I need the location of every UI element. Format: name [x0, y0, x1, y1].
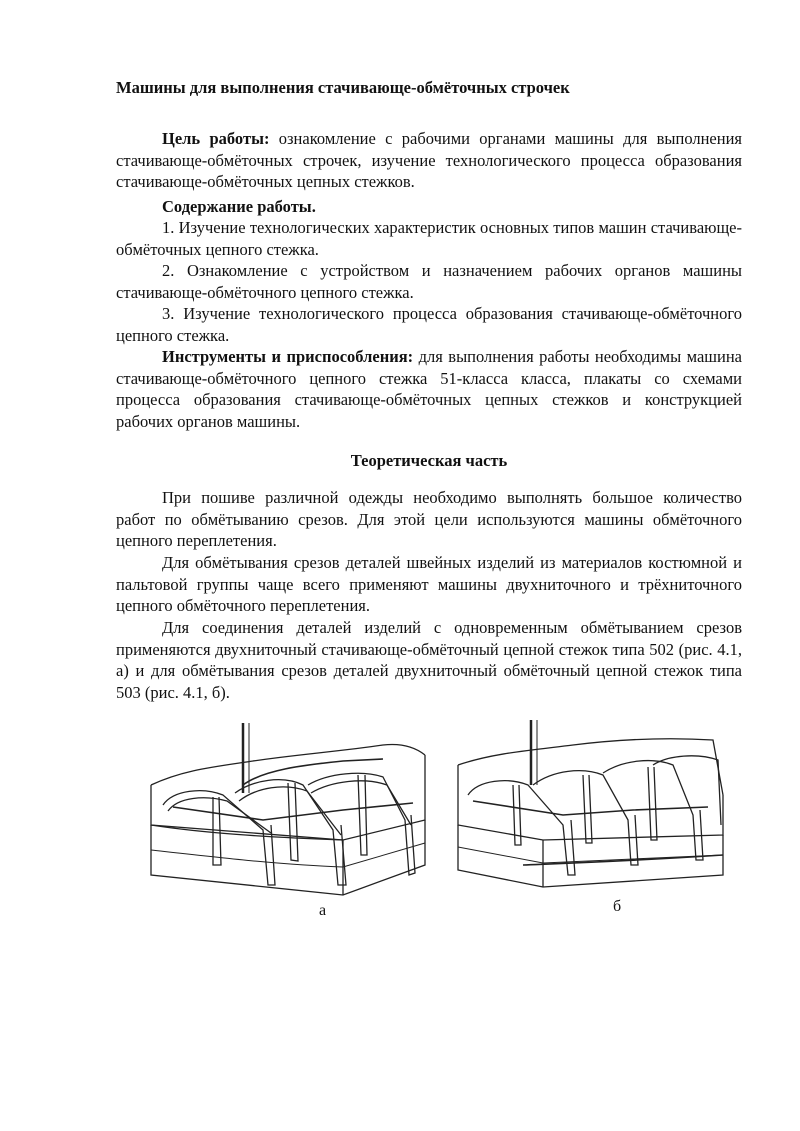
figure-caption-a: а: [319, 902, 327, 919]
tools-text: для выполнения работы необходимы машина стачивающе-обмёточного цепного стежка 51-класса класса, плакаты со схемами процесса образования стачивающе-обмёточных цепных стежков и конструкцией рабочих органов машины.: [116, 347, 742, 431]
document-title: Машины для выполнения стачивающе-обмёточных строчек: [116, 78, 570, 97]
content-item: 3. Изучение технологического процесса образования стачивающе-обмёточного цепного стежка.: [116, 304, 742, 345]
goal-label: Цель работы:: [162, 129, 270, 148]
section-title: Теоретическая часть: [350, 451, 508, 470]
body-paragraph: Для обмётывания срезов деталей швейных изделий из материалов костюмной и пальтовой группы чаще всего применяют машины двухниточного и трёхниточного цепного обмёточного переплетения.: [116, 553, 742, 615]
tools-label: Инструменты и приспособления:: [162, 347, 414, 366]
content-item: 2. Ознакомление с устройством и назначением рабочих органов машины стачивающе-обмёточного цепного стежка.: [116, 261, 742, 302]
content-label: Содержание работы.: [162, 197, 316, 216]
content-item: 1. Изучение технологических характеристик основных типов машин стачивающе-обмёточных цепного стежка.: [116, 218, 742, 259]
goal-paragraph: [116, 128, 742, 193]
tools-paragraph: [116, 346, 742, 432]
stitch-figure-a: [143, 715, 433, 905]
body-paragraph: При пошиве различной одежды необходимо выполнять большое количество работ по обмётыванию срезов. Для этой цели используются машины обмёточного цепного переплетения.: [116, 488, 742, 550]
stitch-figure-b: [453, 715, 733, 900]
body-paragraph: Для соединения деталей изделий с одновременным обмётыванием срезов применяются двухниточный стачивающе-обмёточный цепной стежок типа 502 (рис. 4.1, а) и для обмётывания срезов деталей двухниточный обмёточный цепной стежок типа 503 (рис. 4.1, б).: [116, 618, 742, 702]
figure-caption-b: б: [613, 898, 622, 915]
content-heading: [116, 196, 742, 218]
stitch-502-illustration: [143, 715, 433, 905]
stitch-503-illustration: [453, 715, 733, 900]
goal-text: ознакомление с рабочими органами машины для выполнения стачивающе-обмёточных строчек, изучение технологического процесса образования стачивающе-обмёточных цепных стежков.: [116, 129, 742, 191]
